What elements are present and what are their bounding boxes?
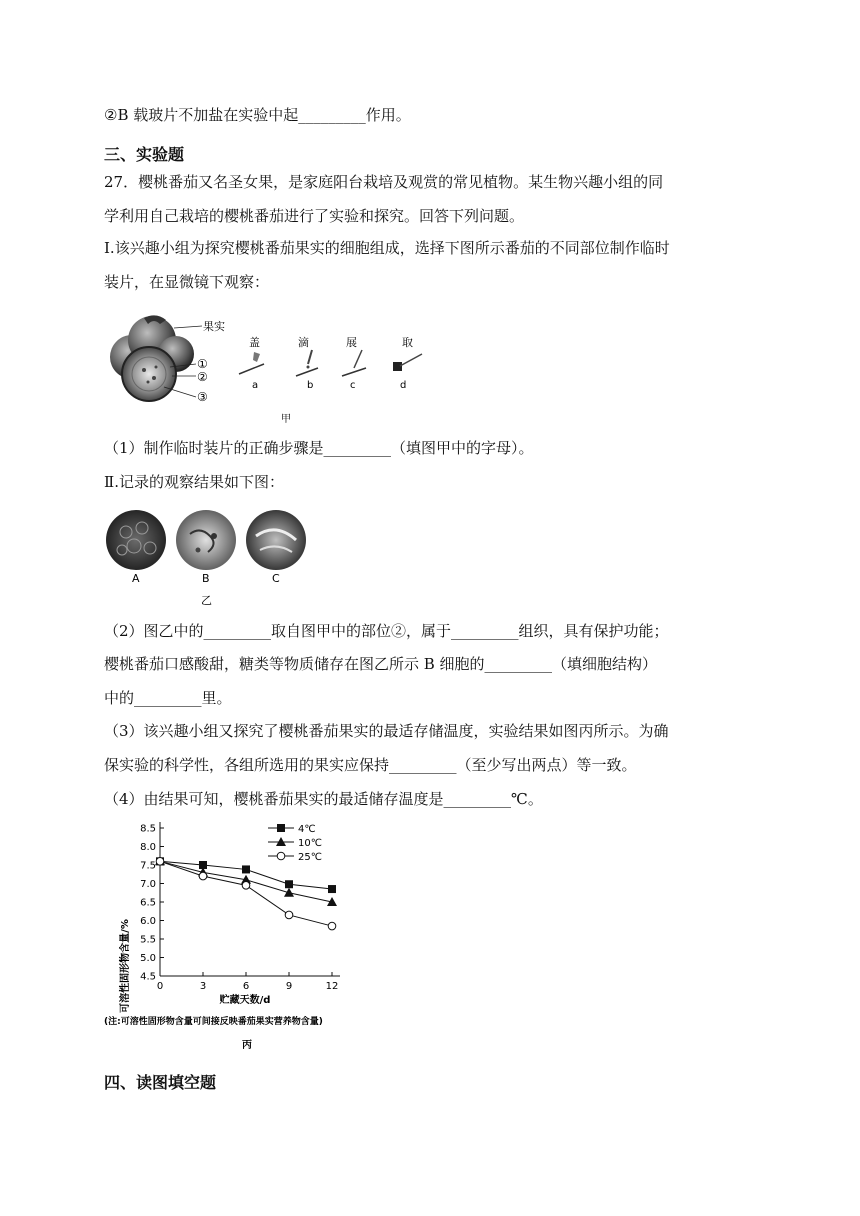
y-tick-label: 6.5 — [140, 897, 156, 909]
step-a — [239, 336, 264, 391]
x-tick-label: 3 — [199, 981, 207, 992]
legend-marker — [277, 824, 285, 832]
question-27-2-line1: （2）图乙中的_________取自图甲中的部位②，属于_________组织，具有保护功能； — [104, 622, 669, 640]
step-b — [296, 336, 318, 391]
data-point — [328, 922, 336, 930]
figure-yi-caption: 乙 — [201, 594, 212, 607]
legend-label: 25℃ — [298, 852, 322, 863]
fruit-label: 果实 — [203, 320, 225, 333]
x-axis-label: 贮藏天数/d — [219, 995, 271, 1006]
section-heading-experiment: 三、实验题 — [104, 145, 185, 164]
data-point — [285, 880, 293, 888]
step-b-char: 滴 — [298, 336, 309, 349]
part-label-3: ③ — [197, 390, 208, 404]
question-27-4: （4）由结果可知，樱桃番茄果实的最适储存温度是_________℃。 — [104, 790, 543, 808]
y-tick-label: 8.0 — [140, 842, 156, 853]
data-point — [242, 865, 250, 873]
micrograph-c-label: C — [272, 572, 280, 585]
part-one-intro-line1: I.该兴趣小组为探究樱桃番茄果实的细胞组成，选择下图所示番茄的不同部位制作临时 — [104, 239, 670, 257]
question-27-2-line3: 中的_________里。 — [104, 689, 232, 707]
x-tick-label: 12 — [325, 981, 339, 992]
question-27-1: （1）制作临时装片的正确步骤是_________（填图甲中的字母）。 — [104, 439, 534, 457]
step-c — [342, 336, 366, 391]
data-point — [242, 882, 250, 890]
legend-marker — [277, 852, 285, 860]
question-27-3-line1: （3）该兴趣小组又探究了樱桃番茄果实的最适存储温度，实验结果如图丙所示。为确 — [104, 722, 669, 740]
question-27-stem-line1: 27．樱桃番茄又名圣女果，是家庭阳台栽培及观赏的常见植物。某生物兴趣小组的同 — [104, 173, 664, 191]
x-tick-label: 6 — [242, 981, 250, 992]
step-b-letter: b — [307, 380, 314, 391]
question-27-3-line2: 保实验的科学性，各组所选用的果实应保持_________（至少写出两点）等一致。 — [104, 756, 637, 774]
figure-yi-drawing — [104, 506, 314, 610]
question-27-2-line2: 樱桃番茄口感酸甜，糖类等物质储存在图乙所示 B 细胞的_________（填细胞结构） — [104, 655, 658, 673]
chart-note: (注:可溶性固形物含量可间接反映番茄果实营养物含量) — [104, 1017, 323, 1027]
y-tick-label: 7.5 — [140, 860, 156, 872]
y-tick-label: 5.5 — [140, 934, 156, 946]
x-tick-label: 9 — [285, 981, 293, 992]
tomato-illustration — [110, 315, 202, 401]
figure-bing-caption: 丙 — [242, 1040, 252, 1051]
question-27-stem-line2: 学利用自己栽培的樱桃番茄进行了实验和探究。回答下列问题。 — [104, 207, 525, 225]
step-d — [393, 336, 422, 391]
step-c-char: 展 — [346, 336, 357, 349]
figure-yi — [104, 506, 314, 610]
part-one-intro-line2: 装片，在显微镜下观察： — [104, 273, 270, 291]
data-point — [328, 885, 336, 893]
step-d-char: 取 — [402, 336, 413, 349]
micrograph-b — [176, 510, 236, 570]
data-point — [156, 858, 164, 866]
x-tick-label: 0 — [156, 981, 164, 992]
step-a-letter: a — [252, 380, 259, 391]
micrograph-c — [246, 510, 306, 570]
part-two-intro: Ⅱ.记录的观察结果如下图： — [104, 473, 284, 491]
part-label-2: ② — [197, 370, 208, 384]
part-label-1: ① — [197, 357, 208, 371]
micrograph-b-label: B — [202, 572, 210, 585]
section-heading-map-reading: 四、读图填空题 — [104, 1073, 217, 1092]
y-tick-label: 4.5 — [140, 971, 156, 983]
micrograph-a — [106, 510, 166, 570]
figure-bing — [104, 816, 404, 1056]
data-point — [285, 911, 293, 919]
figure-jia — [104, 312, 444, 427]
y-tick-label: 5.0 — [140, 953, 156, 964]
step-a-char: 盖 — [249, 336, 260, 349]
data-point — [199, 872, 207, 880]
step-d-letter: d — [400, 380, 407, 391]
question-26-blank-line: ②B 载玻片不加盐在实验中起_________作用。 — [104, 106, 411, 124]
legend-label: 10℃ — [298, 838, 322, 849]
figure-jia-caption: 甲 — [281, 414, 291, 425]
y-tick-label: 7.0 — [140, 879, 156, 890]
data-point — [284, 888, 294, 897]
legend-label: 4℃ — [298, 824, 316, 835]
y-axis-label: 可溶性固形物含量/% — [120, 919, 131, 1013]
y-tick-label: 6.0 — [140, 916, 156, 927]
micrograph-a-label: A — [132, 572, 140, 585]
step-c-letter: c — [350, 380, 356, 391]
y-tick-label: 8.5 — [140, 823, 156, 835]
figure-jia-drawing — [104, 312, 444, 427]
storage-chart — [104, 816, 404, 1056]
